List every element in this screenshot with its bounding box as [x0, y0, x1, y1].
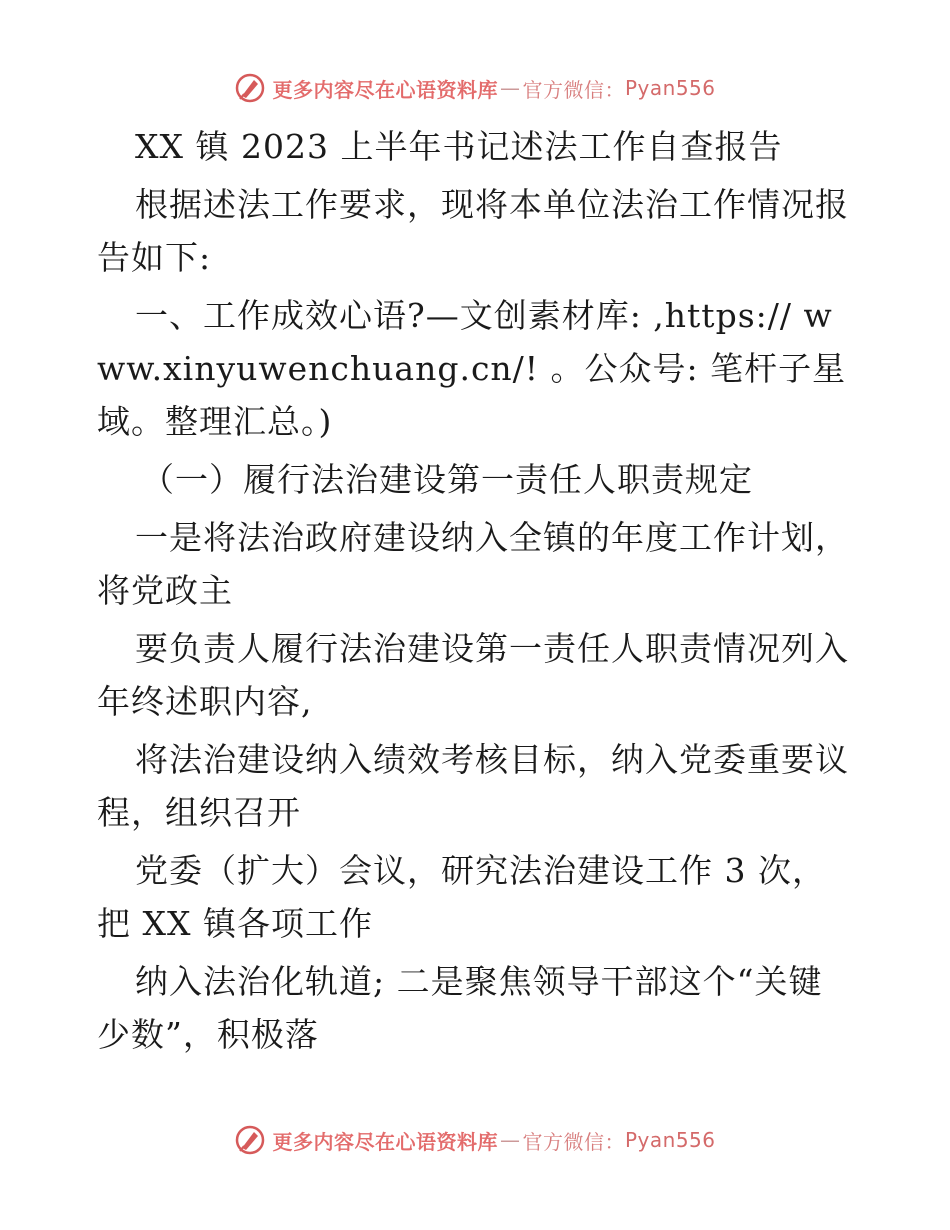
banner-wechat-label: 官方微信：: [522, 1129, 625, 1154]
document-body: [97, 120, 855, 1066]
banner-text: 更多内容尽在心语资料库: [272, 1129, 498, 1154]
paragraph: 纳入法治化轨道; 二是聚焦领导干部这个“关键少数”，积极落: [97, 962, 823, 1054]
banner-wechat-id: Pyan556: [624, 1128, 716, 1152]
pen-quill-icon: [234, 1124, 266, 1156]
footer-watermark-banner: [0, 1120, 950, 1160]
pen-quill-icon: [234, 72, 266, 104]
section-heading: （一）履行法治建设第一责任人职责规定: [141, 460, 753, 499]
paragraph: 党委（扩大）会议，研究法治建设工作 3 次，把 XX 镇各项工作: [97, 851, 826, 943]
paragraph: 一、工作成效心语?—文创素材库: ,https:// www.xinyuwenchuang.cn/! 。公众号: 笔杆子星域。整理汇总。): [97, 296, 847, 441]
banner-wechat-id: Pyan556: [624, 76, 716, 100]
banner-text: 更多内容尽在心语资料库: [272, 77, 498, 102]
header-watermark-banner: [0, 68, 950, 108]
paragraph: 一是将法治政府建设纳入全镇的年度工作计划，将党政主: [97, 518, 849, 610]
banner-separator: —: [499, 76, 521, 100]
document-title: XX 镇 2023 上半年书记述法工作自查报告: [135, 127, 783, 166]
paragraph: 将法治建设纳入绩效考核目标，纳入党委重要议程，组织召开: [97, 740, 849, 832]
paragraph: 要负责人履行法治建设第一责任人职责情况列入年终述职内容,: [97, 629, 849, 721]
banner-wechat-label: 官方微信：: [522, 77, 625, 102]
paragraph: 根据述法工作要求，现将本单位法治工作情况报告如下:: [97, 185, 849, 277]
banner-separator: —: [499, 1128, 521, 1152]
